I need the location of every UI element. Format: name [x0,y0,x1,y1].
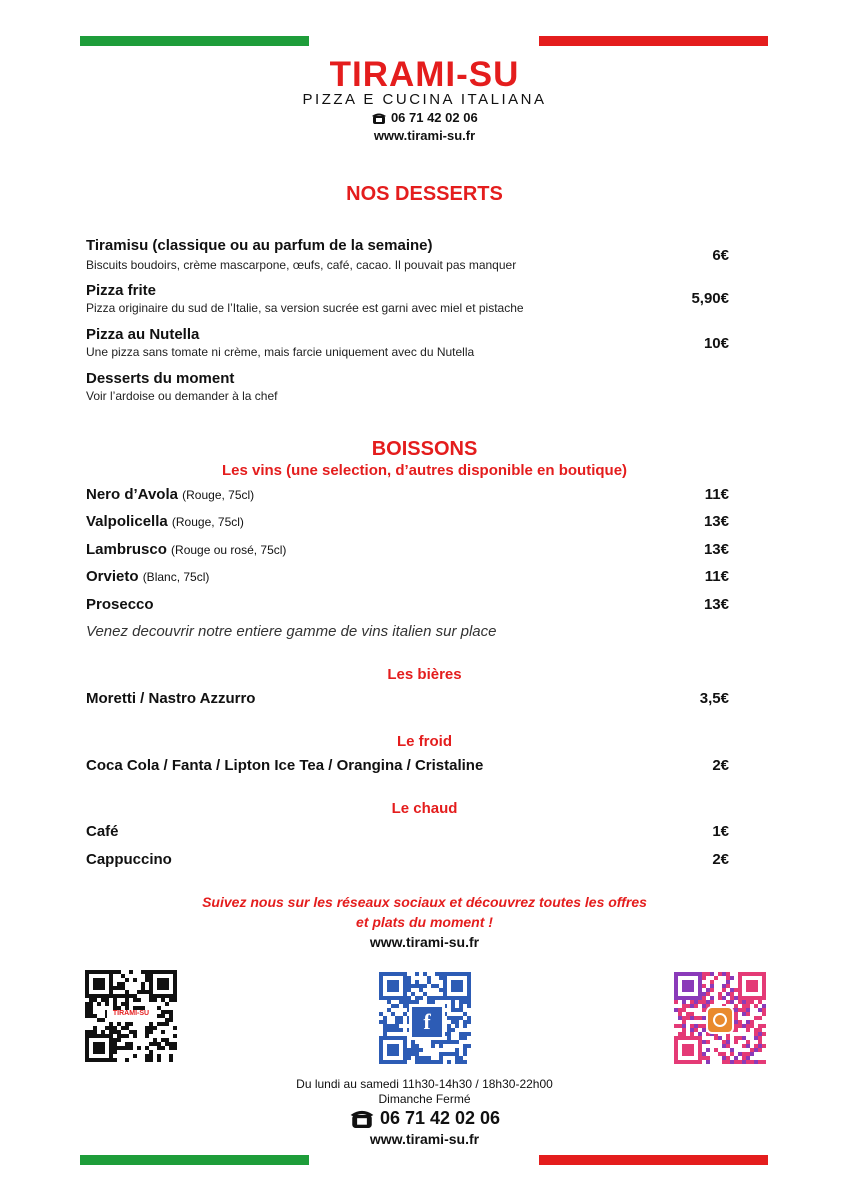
cold-drink-name: Coca Cola / Fanta / Lipton Ice Tea / Orangina / Cristaline [86,757,484,774]
wine-price: 13€ [703,596,729,613]
hot-drink-name: Café [86,823,119,840]
beer-price: 3,5€ [699,690,729,707]
facebook-icon: f [409,1004,445,1040]
header-url[interactable]: www.tirami-su.fr [373,128,476,143]
dessert-item-price: 10€ [703,335,729,352]
header-phone-row [0,110,849,125]
wine-price: 11€ [704,568,729,585]
wine-note: (Blanc, 75cl) [142,570,210,584]
flag-stripe-top [80,36,768,46]
qr-code-website[interactable] [85,970,175,1060]
footer-phone-row [0,1108,849,1130]
bieres-title: Les bières [387,666,462,683]
boissons-title: BOISSONS [371,438,478,460]
wine-name: Nero d’Avola [86,486,178,503]
dessert-item-price: 6€ [712,247,729,264]
phone-icon [349,1108,375,1130]
flag-stripe-bottom [80,1155,768,1165]
froid-title: Le froid [397,733,452,750]
vins-title: Les vins (une selection, d’autres disponible en boutique) [221,462,628,479]
promo-url[interactable]: www.tirami-su.fr [369,934,480,950]
qr-code-instagram[interactable] [674,972,764,1062]
footer-phone[interactable]: 06 71 42 02 06 [379,1108,501,1128]
dessert-item-name: Desserts du moment [86,370,235,387]
dessert-item-name: Pizza au Nutella [86,326,200,343]
opening-hours: Du lundi au samedi 11h30-14h30 / 18h30-22h00 [296,1077,553,1091]
wine-note: (Rouge ou rosé, 75cl) [171,543,287,557]
dessert-item-name: Pizza frite [86,282,157,299]
beer-name: Moretti / Nastro Azzurro [86,690,256,707]
header-phone[interactable]: 06 71 42 02 06 [390,110,478,125]
wine-row [86,596,154,613]
wine-name: Orvieto [86,568,139,585]
wine-row [86,513,244,530]
hot-drink-price: 2€ [712,851,729,868]
wine-price: 13€ [703,541,729,558]
dessert-item-desc: Une pizza sans tomate ni crème, mais farcie uniquement avec du Nutella [86,345,475,359]
wine-name: Valpolicella [86,513,168,530]
dessert-item-name: Tiramisu (classique ou au parfum de la semaine) [86,237,433,254]
wine-price: 13€ [703,513,729,530]
cold-drink-price: 2€ [712,757,729,774]
desserts-title: NOS DESSERTS [346,183,503,205]
promo-line-1: Suivez nous sur les réseaux sociaux et découvrez toutes les offres [202,894,647,910]
wine-name: Lambrusco [86,541,167,558]
wine-note: (Rouge, 75cl) [171,515,244,529]
qr-brand-label: TIRAMI-SU [107,1010,155,1022]
dessert-item-price: 5,90€ [691,290,729,307]
wine-price: 11€ [704,486,729,503]
wine-row [86,541,286,558]
dessert-item-desc: Pizza originaire du sud de l’Italie, sa version sucrée est garni avec miel et pistache [86,301,524,315]
qr-code-facebook[interactable] [379,972,469,1062]
wine-note: (Rouge, 75cl) [182,488,255,502]
dessert-item-desc: Biscuits boudoirs, crème mascarpone, œufs, café, cacao. Il pouvait pas manquer [86,258,517,272]
dessert-item-desc: Voir l’ardoise ou demander à la chef [86,389,278,403]
wine-note-line: Venez decouvrir notre entiere gamme de vins italien sur place [86,623,497,640]
wine-name: Prosecco [86,596,154,613]
footer-url[interactable]: www.tirami-su.fr [369,1131,480,1147]
hot-drink-name: Cappuccino [86,851,172,868]
wine-row [86,568,209,585]
chaud-title: Le chaud [391,800,458,817]
promo-line-2: et plats du moment ! [356,914,493,930]
brand-subtitle: PIZZA E CUCINA ITALIANA [302,91,547,108]
instagram-icon [706,1006,734,1034]
hot-drink-price: 1€ [712,823,729,840]
closed-day: Dimanche Fermé [378,1092,471,1106]
phone-icon [371,112,387,125]
brand-title: TIRAMI-SU [329,55,520,94]
wine-row [86,486,254,503]
